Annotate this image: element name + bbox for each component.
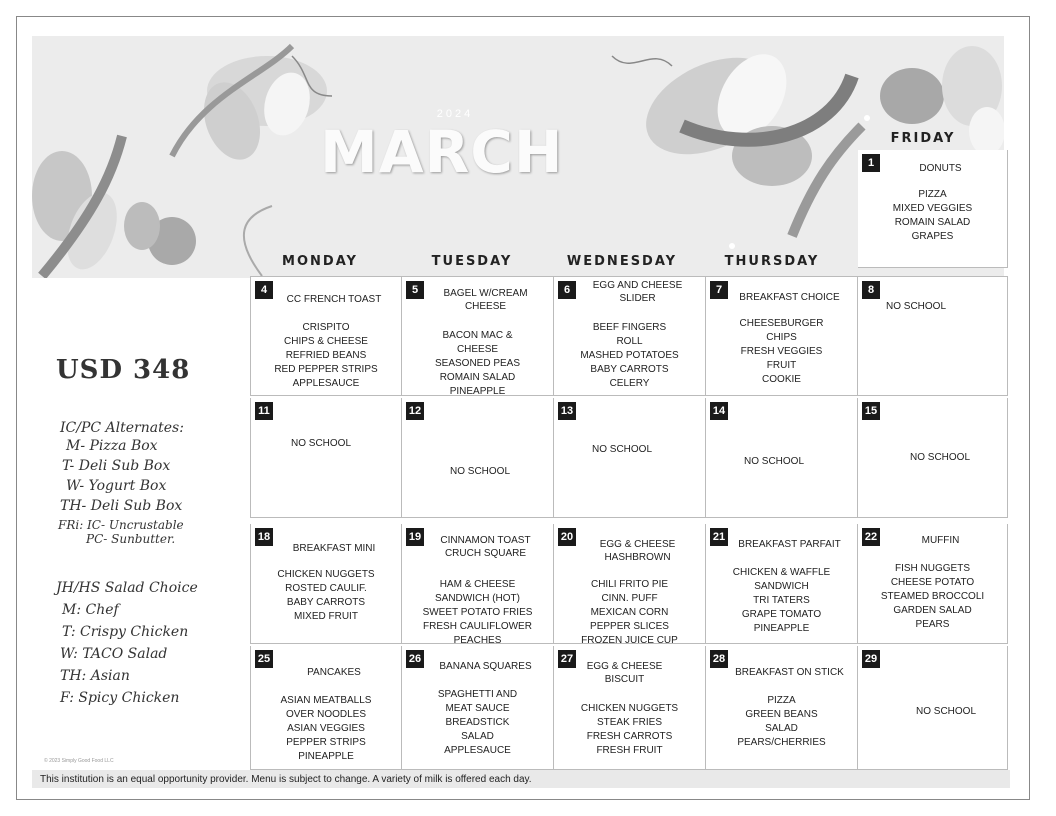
menu-item: BREADSTICK [445,717,510,728]
day-cell [402,646,554,770]
alternate-line: FRi: IC- Uncrustable [58,518,184,532]
menu-item: ROSTED CAULIF. [285,583,367,594]
day-number: 27 [558,650,576,668]
day-cell [402,524,554,644]
weekday-header-friday: FRIDAY [890,131,956,146]
day-cell [858,524,1008,644]
day-number: 7 [710,281,728,299]
day-lunch-items [706,317,857,387]
menu-item: MASHED POTATOES [580,350,679,361]
day-breakfast: MUFFIN [921,535,960,546]
day-number: 28 [710,650,728,668]
day-number: 21 [710,528,728,546]
menu-item: FRUIT [766,360,797,371]
menu-item: CHICKEN NUGGETS [580,703,679,714]
menu-item: PIZZA [918,189,947,200]
no-school-note: NO SCHOOL [886,301,947,312]
day-number: 11 [255,402,273,420]
menu-item: FROZEN JUICE CUP [581,635,678,644]
no-school-note: NO SCHOOL [450,466,511,477]
weekday-header-tuesday: TUESDAY [431,254,513,269]
day-number: 15 [862,402,880,420]
day-lunch-items [554,702,705,758]
menu-item: CHEESEBURGER [739,318,824,329]
no-school-note: NO SCHOOL [592,444,653,455]
day-lunch-items [706,694,857,750]
menu-item: CHIPS [766,332,797,343]
menu-item: FRESH CAULIFLOWER [423,621,532,632]
menu-item: GREEN BEANS [745,709,818,720]
menu-item: CRISPITO [302,322,350,333]
menu-item: RED PEPPER STRIPS [274,364,378,375]
day-number: 14 [710,402,728,420]
day-cell [554,398,706,518]
day-cell [554,276,706,396]
menu-item: SALAD [461,731,494,742]
menu-item: MEAT SAUCE [445,703,510,714]
day-breakfast: CINNAMON TOAST CRUCH SQUARE [440,535,531,559]
menu-item: FRESH CARROTS [586,731,673,742]
day-breakfast: EGG & CHEESE BISCUIT [586,661,663,685]
menu-item: TRI TATERS [753,595,810,606]
salad-choice-line: F: Spicy Chicken [60,690,180,706]
day-number: 4 [255,281,273,299]
menu-item: CELERY [609,378,650,389]
menu-item: STEAMED BROCCOLI [880,591,985,602]
menu-item: SWEET POTATO FRIES [422,607,533,618]
day-lunch-items [402,329,553,396]
day-number: 6 [558,281,576,299]
menu-item: ROMAIN SALAD [894,217,971,228]
day-breakfast: DONUTS [919,163,962,174]
menu-item: PEPPER STRIPS [286,737,366,748]
menu-item: STEAK FRIES [596,717,662,728]
menu-item: PEPPER SLICES [590,621,669,632]
day-number: 1 [862,154,880,172]
day-lunch-items [858,188,1007,244]
day-cell [858,398,1008,518]
day-breakfast: EGG & CHEESE HASHBROWN [599,539,676,563]
day-cell [250,646,402,770]
menu-item: APPLESAUCE [292,378,360,389]
day-lunch-items [554,321,705,391]
day-breakfast: BREAKFAST CHOICE [739,292,840,303]
menu-item: ROMAIN SALAD [439,372,516,383]
day-number: 18 [255,528,273,546]
day-cell [402,276,554,396]
footer-notice: This institution is an equal opportunity provider. Menu is subject to change. A variety of milk is offered each day. [32,770,1010,788]
day-cell [858,276,1008,396]
menu-item: CHIPS & CHEESE [284,336,368,347]
day-breakfast: CC FRENCH TOAST [286,294,382,305]
alternate-line: PC- Sunbutter. [86,532,176,546]
day-lunch-items [402,578,553,644]
day-lunch-items [251,568,401,624]
day-breakfast: BREAKFAST MINI [292,543,376,554]
menu-item: SPAGHETTI AND [437,689,518,700]
day-cell [554,646,706,770]
day-number: 25 [255,650,273,668]
day-breakfast: BREAKFAST PARFAIT [738,539,841,550]
day-breakfast: BAGEL W/CREAM CHEESE [443,288,528,312]
menu-item: APPLESAUCE [444,745,511,756]
day-cell [706,276,858,396]
calendar-month-title: MARCH [320,118,564,186]
day-number: 5 [406,281,424,299]
menu-item: SALAD [765,723,798,734]
menu-item: MIXED VEGGIES [892,203,973,214]
day-cell [250,398,402,518]
alternate-line: M- Pizza Box [66,438,158,454]
day-lunch-items [251,321,401,391]
salad-choice-line: M: Chef [62,602,119,618]
menu-item: SEASONED PEAS [434,358,521,369]
alternate-line: T- Deli Sub Box [62,458,171,474]
day-cell [250,524,402,644]
menu-item: PINEAPPLE [298,751,354,762]
menu-item: OVER NOODLES [285,709,367,720]
weekday-header-wednesday: WEDNESDAY [566,254,678,269]
menu-item: MIXED FRUIT [294,611,358,622]
district-name: USD 348 [56,355,191,385]
menu-item: CHEESE [456,344,499,355]
day-breakfast: BANANA SQUARES [439,661,532,672]
menu-item: GARDEN SALAD [893,605,972,616]
day-number: 19 [406,528,424,546]
day-lunch-items [554,578,705,644]
salad-choice-line: T: Crispy Chicken [62,624,189,640]
menu-item: GRAPES [911,231,954,242]
menu-item: BEEF FINGERS [592,322,667,333]
day-cell [706,646,858,770]
day-number: 8 [862,281,880,299]
day-cell [402,398,554,518]
alternate-line: W- Yogurt Box [66,478,167,494]
menu-item: REFRIED BEANS [285,350,367,361]
day-lunch-items [402,688,553,758]
menu-item: PEARS [915,619,950,630]
salad-choice-title: JH/HS Salad Choice [56,580,198,596]
day-number: 22 [862,528,880,546]
menu-item: SANDWICH [754,581,809,592]
weekday-header-thursday: THURSDAY [724,254,820,269]
day-breakfast: PANCAKES [307,667,361,678]
salad-choice-line: W: TACO Salad [60,646,168,662]
day-cell [706,398,858,518]
menu-item: FRESH FRUIT [596,745,663,756]
menu-item: PEACHES [453,635,502,644]
day-number: 29 [862,650,880,668]
menu-item: BABY CARROTS [590,364,669,375]
salad-choice-line: TH: Asian [60,668,130,684]
day-cell [554,524,706,644]
menu-item: MEXICAN CORN [590,607,669,618]
menu-item: CHEESE POTATO [890,577,975,588]
menu-item: ASIAN VEGGIES [287,723,365,734]
menu-item: PINEAPPLE [449,386,506,396]
menu-item: BABY CARROTS [286,597,366,608]
day-breakfast: EGG AND CHEESE SLIDER [592,280,683,304]
calendar-year: 2024 [436,108,474,120]
day-cell [858,646,1008,770]
day-lunch-items [858,562,1007,632]
weekday-header-monday: MONDAY [282,254,358,269]
menu-item: CHICKEN & WAFFLE [732,567,831,578]
copyright-notice: © 2023 Simply Good Food LLC [44,758,114,764]
no-school-note: NO SCHOOL [910,452,971,463]
menu-item: PEARS/CHERRIES [737,737,826,748]
day-number: 13 [558,402,576,420]
menu-item: CHILI FRITO PIE [590,579,669,590]
day-number: 26 [406,650,424,668]
day-number: 12 [406,402,424,420]
alternates-title: IC/PC Alternates: [60,420,184,436]
day-lunch-items [706,566,857,636]
alternate-line: TH- Deli Sub Box [60,498,183,514]
menu-item: ASIAN MEATBALLS [280,695,372,706]
no-school-note: NO SCHOOL [744,456,805,467]
menu-item: COOKIE [762,374,801,385]
menu-item: SANDWICH (HOT) [435,593,520,604]
menu-item: HAM & CHEESE [439,579,516,590]
day-cell [706,524,858,644]
menu-item: PIZZA [767,695,796,706]
menu-item: FRESH VEGGIES [740,346,823,357]
day-cell [858,150,1008,268]
menu-item: FISH NUGGETS [894,563,970,574]
menu-item: CINN. PUFF [601,593,658,604]
menu-item: BACON MAC & [442,330,513,341]
menu-item: CHICKEN NUGGETS [277,569,375,580]
day-cell [250,276,402,396]
menu-item: PINEAPPLE [753,623,810,634]
menu-item: GRAPE TOMATO [741,609,822,620]
menu-item: ROLL [616,336,643,347]
day-breakfast: BREAKFAST ON STICK [735,667,844,678]
no-school-note: NO SCHOOL [916,706,977,717]
day-lunch-items [251,694,401,764]
day-number: 20 [558,528,576,546]
no-school-note: NO SCHOOL [291,438,352,449]
